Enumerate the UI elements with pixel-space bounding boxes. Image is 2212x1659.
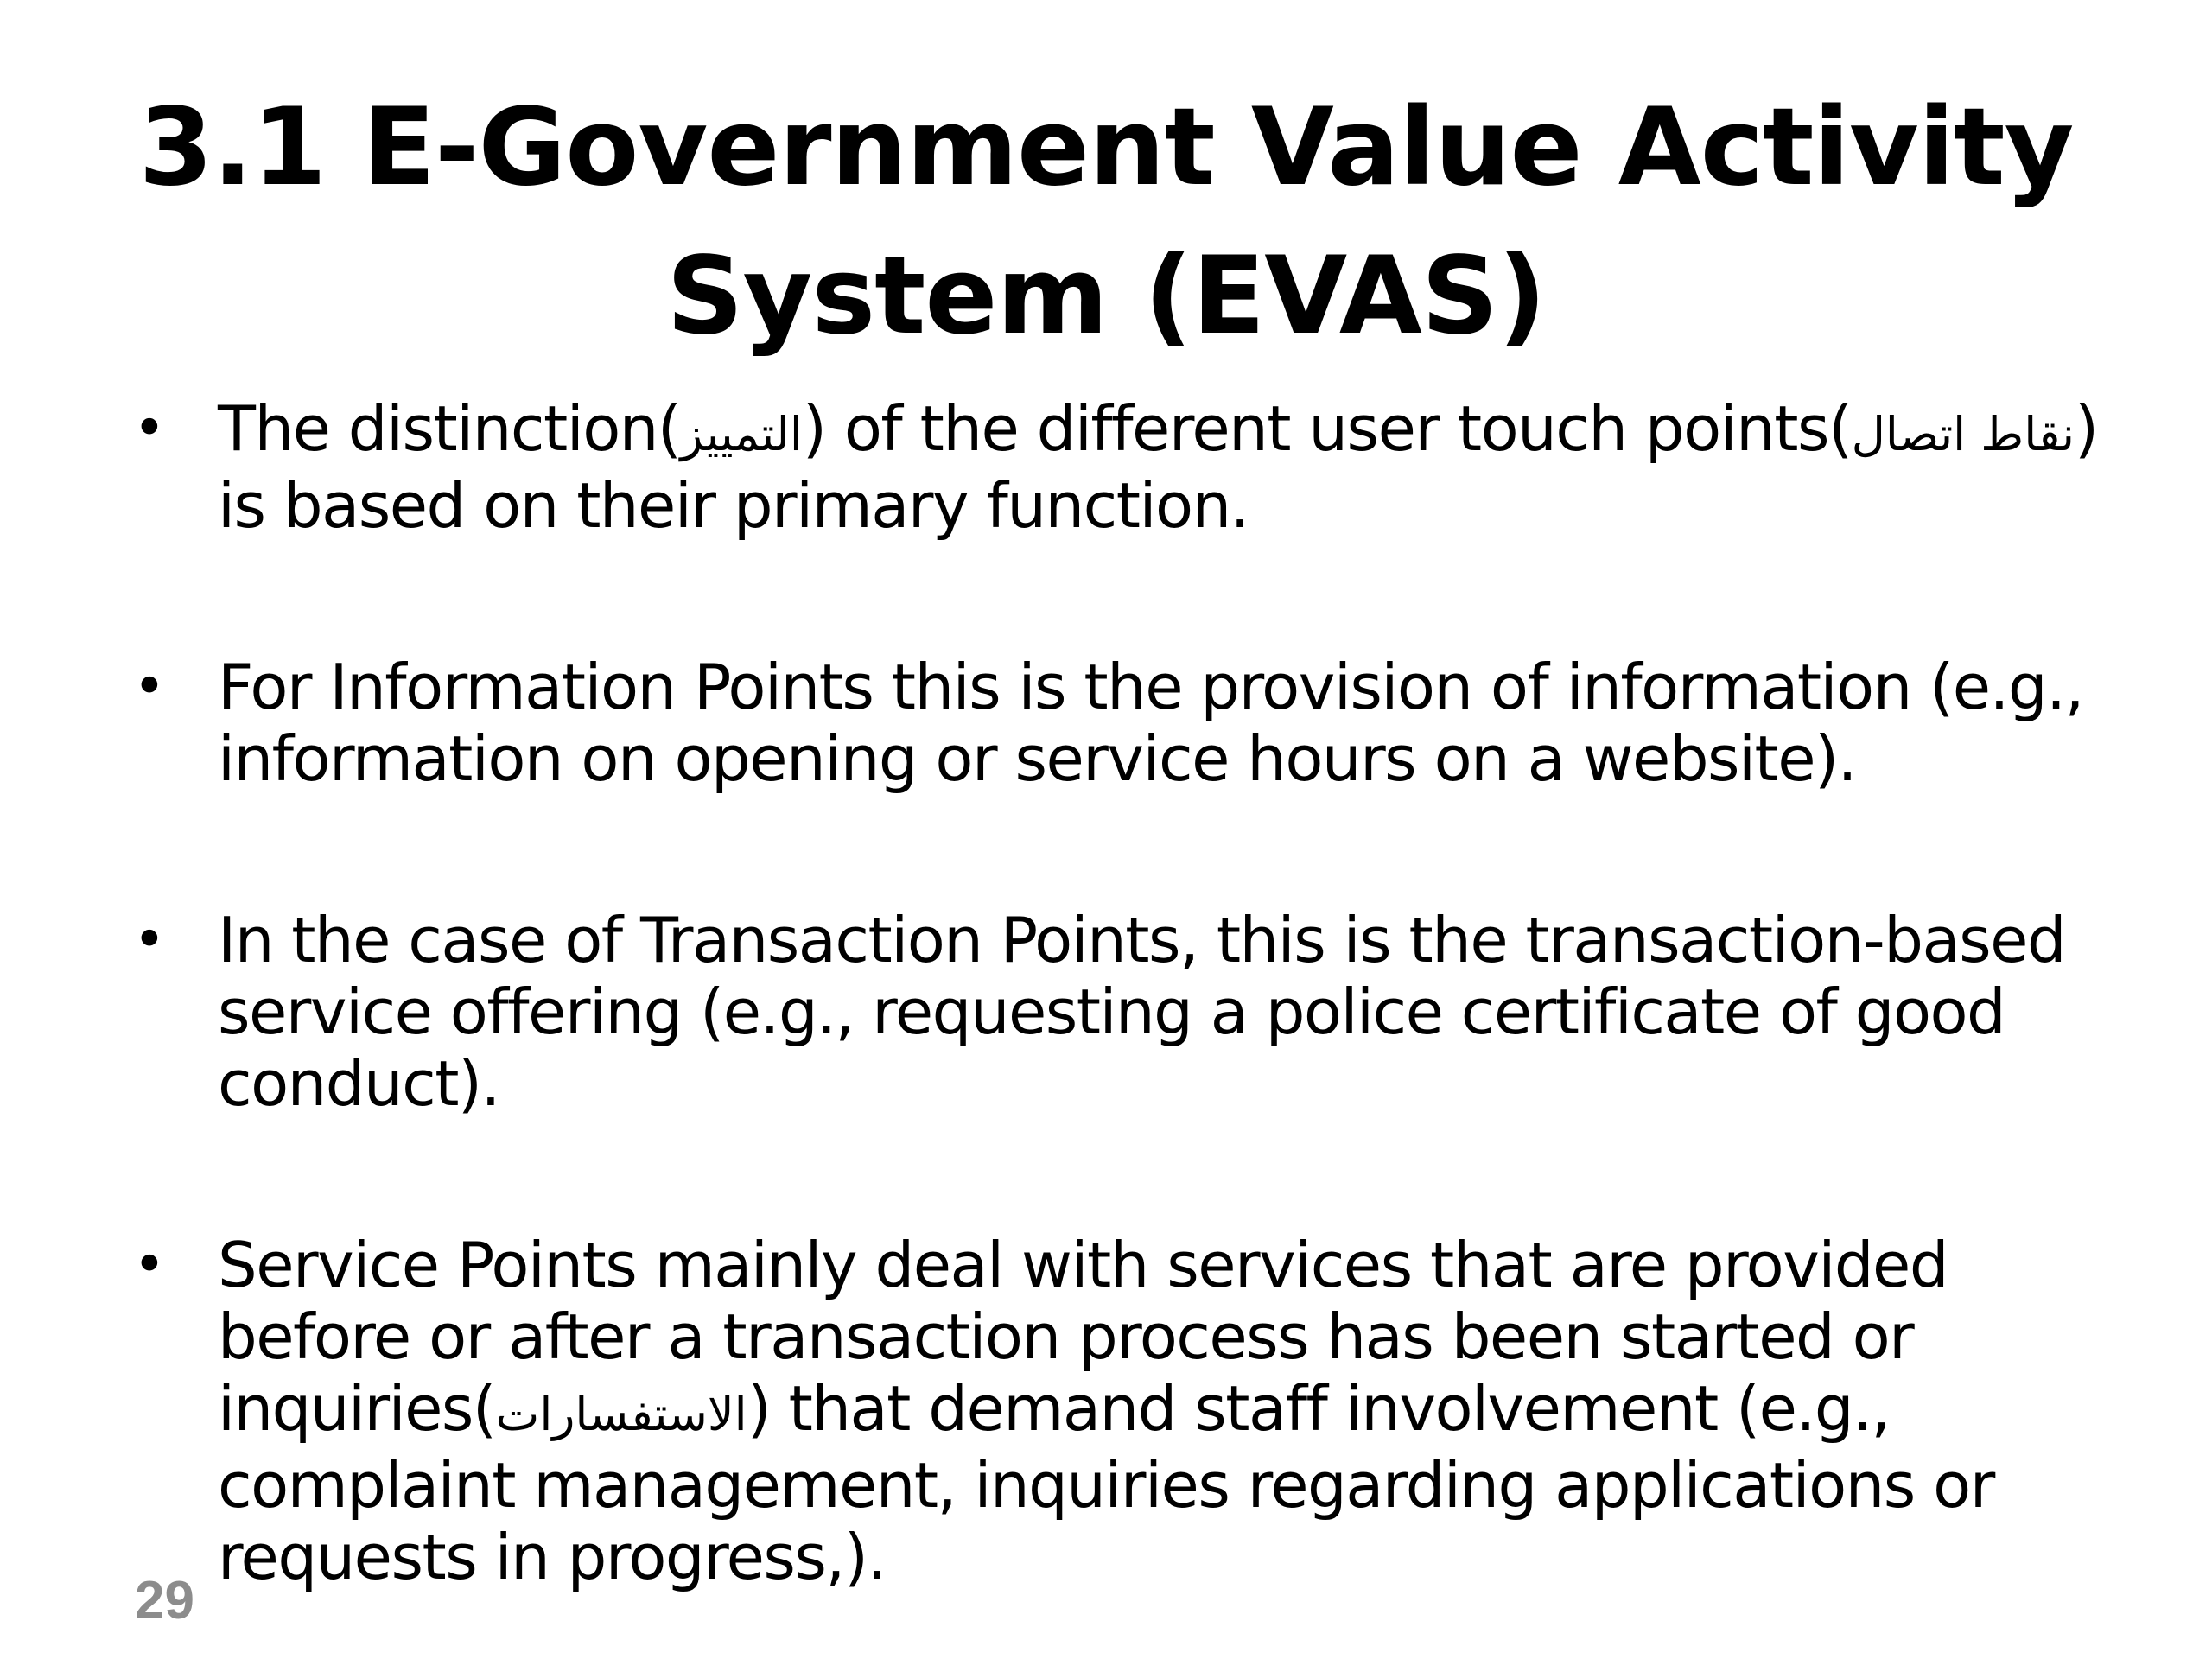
- arabic-term: الاستفسارات: [495, 1387, 747, 1441]
- bullet-text: ) that demand staff involvement (e.g., complaint management, inquiries regarding applications or requests in progress,).: [218, 1372, 1994, 1593]
- bullet-text: ) of the different user touch points(: [802, 392, 1852, 465]
- bullet-item-information-points: [128, 652, 2107, 795]
- bullet-dot-icon: •: [133, 655, 165, 719]
- bullet-dot-icon: •: [133, 908, 165, 972]
- bullet-dot-icon: •: [133, 1233, 165, 1297]
- bullet-text: ) is based on their primary function.: [218, 392, 2098, 542]
- arabic-term: نقاط اتصال: [1851, 407, 2075, 461]
- bullet-item-transaction-points: [128, 905, 2107, 1120]
- bullet-text: For Information Points this is the provision of information (e.g., information on opening or service hours on a website).: [218, 651, 2083, 795]
- slide-title-line-2: System (EVAS): [666, 234, 1546, 359]
- bullet-dot-icon: •: [133, 397, 165, 461]
- slide-title: [138, 73, 2074, 371]
- bullet-text: Service Points mainly deal with services that are provided before or after a transaction process has been started or inquiries(: [218, 1229, 1948, 1445]
- bullet-text: In the case of Transaction Points, this is the transaction-based service offering (e.g., requesting a police certificate of good conduct).: [218, 904, 2066, 1120]
- page-number: 29: [135, 1571, 194, 1630]
- bullet-text: The distinction(: [218, 392, 681, 465]
- slide-title-line-1: 3.1 E-Government Value Activity: [138, 86, 2074, 210]
- bullet-item-touch-points: [128, 393, 2107, 542]
- bullet-item-service-points: [128, 1230, 2107, 1593]
- bullet-list: [128, 393, 2107, 1593]
- arabic-term: التمييز: [680, 407, 803, 461]
